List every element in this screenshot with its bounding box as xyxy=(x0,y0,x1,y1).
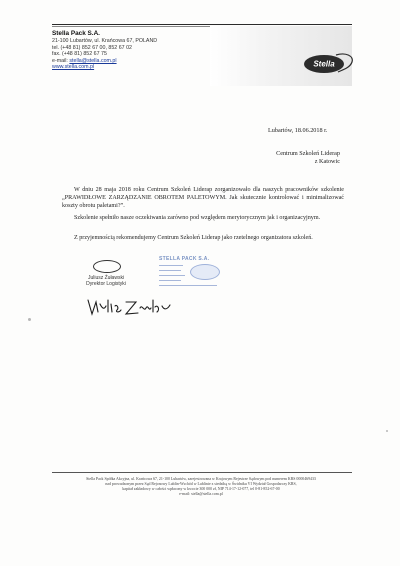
paragraph-2 xyxy=(62,214,344,222)
footer-line-1: Stella Pack Spółka Akcyjna, ul. Krańcowa 67, 21-100 Lubartów, zarejestrowana w Krajowym Rejestrze Sądowym pod numerem KRS 0000469433 xyxy=(86,477,316,481)
scan-speck xyxy=(386,430,388,432)
signer-role: Dyrektor Logistyki xyxy=(86,281,126,287)
footer-line-2: nad prowadzonym przez Sąd Rejonowy Lublin-Wschód w Lublinie z siedzibą w Świdniku VI Wydział Gospodarczy KRS, xyxy=(105,482,297,486)
company-email-row xyxy=(52,58,202,65)
company-footer xyxy=(58,477,344,497)
stella-logo xyxy=(300,50,356,76)
email-link[interactable]: stella@stella.com.pl xyxy=(69,57,117,64)
signer-stamp-text xyxy=(74,275,138,287)
company-stamp-name: STELLA PACK S.A. xyxy=(159,256,210,262)
email-label: e-mail: xyxy=(52,57,70,64)
paragraph-1 xyxy=(62,186,344,211)
company-stamp xyxy=(150,256,225,298)
stamp-logo-icon xyxy=(93,260,121,273)
addressee-line-1: Centrum Szkoleń Liderap xyxy=(276,150,340,157)
stamp-logo-icon xyxy=(190,264,220,280)
signer-name: Juliusz Żuławski xyxy=(87,275,125,281)
footer-line-4: e-mail: stella@stella.com.pl xyxy=(179,492,223,496)
signature-stroke-2 xyxy=(126,300,170,314)
addressee-block xyxy=(248,150,340,167)
signer-stamp xyxy=(74,258,138,294)
signature-stroke-1 xyxy=(88,300,121,314)
stamp-line xyxy=(159,285,217,286)
stamp-line xyxy=(159,280,181,281)
paragraph-1-text: W dniu 28 maja 2018 roku Centrum Szkoleń Liderap zorganizowało dla naszych pracowników szkolenie „PRAWIDŁOWE ZARZĄDZANIE OBROTEM PALETOWYM. Jak skutecznie kontrolować i minimalizować koszty obrotu paletami?”. xyxy=(62,187,344,210)
header-rule xyxy=(52,24,352,25)
stamp-line xyxy=(159,270,181,271)
stamp-line xyxy=(159,275,185,276)
logo-text: Stella xyxy=(313,59,335,69)
company-tel: tel. (+48 81) 852 67 00, 852 67 02 xyxy=(52,44,132,51)
paragraph-2-text: Szkolenie spełniło nasze oczekiwania zarówno pod względem merytorycznym jak i organizacyjnym. xyxy=(74,215,321,221)
footer-line-3: kapitał zakładowy w całości wpłacony w kwocie 300 000 zł, NIP 714-17-12-077, tel 0-81-852-67-00 xyxy=(122,487,280,491)
scan-hole-mark xyxy=(28,318,31,321)
company-address: 21-100 Lubartów, ul. Krańcowa 67, POLAND xyxy=(52,38,158,44)
company-fax: fax. (+48 81) 852 67 75 xyxy=(52,51,107,58)
paragraph-3 xyxy=(62,234,344,242)
company-header xyxy=(52,30,202,71)
addressee-line-2: z Katowic xyxy=(314,158,340,166)
stamp-line xyxy=(159,265,183,266)
handwritten-signature xyxy=(84,294,174,320)
website-link[interactable]: www.stella.com.pl xyxy=(52,64,95,71)
letter-date: Lubartów, 18.06.2018 r. xyxy=(268,127,328,134)
paragraph-3-text: Z przyjemnością rekomendujemy Centrum Szkoleń Liderap jako rzetelnego organizatora szkoleń. xyxy=(74,235,313,241)
footer-rule xyxy=(52,472,352,473)
company-name: Stella Pack S.A. xyxy=(52,30,100,37)
